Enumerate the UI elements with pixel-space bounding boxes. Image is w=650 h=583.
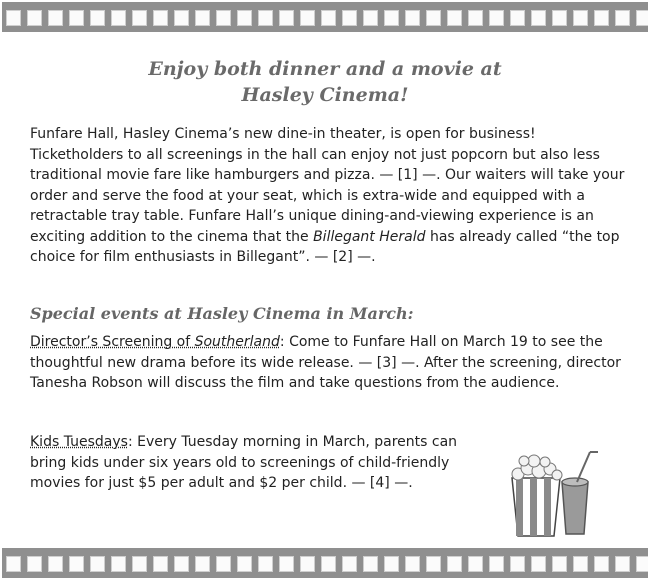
page-title [12,56,638,108]
filmstrip-hole [69,556,84,572]
filmstrip-hole [27,556,42,572]
filmstrip-hole [48,10,63,26]
filmstrip-hole [237,10,252,26]
filmstrip-hole [216,556,231,572]
filmstrip-hole [594,556,609,572]
filmstrip-hole [384,556,399,572]
filmstrip-hole [216,10,231,26]
filmstrip-hole [552,556,567,572]
filmstrip-hole [342,556,357,572]
intro-text-1: Funfare Hall, Hasley Cinema’s new dine-in theater, is open for business! Ticketholders to all screenings in the hall can enjoy not just popcorn but also less traditional movie fare like hamburgers and pizza. — [1] —. Our waiters will take your order and serve the food at your seat, which is extra-wide and equipped with a retractable tray table. Funfare Hall’s unique dining-and-viewing experience is an exciting addition to the cinema that the [30,126,625,245]
event-directors-screening [30,332,630,394]
filmstrip-hole [615,556,630,572]
filmstrip-hole [405,10,420,26]
filmstrip-hole [153,556,168,572]
filmstrip-hole [363,556,378,572]
filmstrip-hole [195,556,210,572]
filmstrip-hole [6,556,21,572]
filmstrip-hole [132,10,147,26]
filmstrip-hole [48,556,63,572]
filmstrip-hole [447,10,462,26]
events-heading: Special events at Hasley Cinema in March: [30,304,414,323]
filmstrip-hole [363,10,378,26]
filmstrip-hole [195,10,210,26]
filmstrip-hole [468,10,483,26]
popcorn-soda-icon [504,438,604,538]
filmstrip-hole [321,556,336,572]
filmstrip-hole [69,10,84,26]
filmstrip-hole [489,556,504,572]
filmstrip-hole [111,556,126,572]
filmstrip-hole [384,10,399,26]
event1-title: Director’s Screening of Southerland [30,334,280,350]
filmstrip-hole [405,556,420,572]
title-line1: Enjoy both dinner and a movie at [148,58,502,80]
filmstrip-hole [531,10,546,26]
filmstrip-hole [237,556,252,572]
film-title: Southerland [194,334,280,350]
filmstrip-hole [510,10,525,26]
filmstrip-hole [468,556,483,572]
title-line2: Hasley Cinema! [241,84,409,106]
filmstrip-hole [174,556,189,572]
filmstrip-bottom [2,548,648,578]
filmstrip-hole [300,556,315,572]
filmstrip-hole [258,556,273,572]
herald-name: Billegant Herald [313,228,426,245]
filmstrip-hole [90,10,105,26]
filmstrip-hole [594,10,609,26]
filmstrip-holes [6,10,644,26]
filmstrip-hole [279,10,294,26]
filmstrip-hole [510,556,525,572]
filmstrip-hole [426,10,441,26]
filmstrip-hole [573,10,588,26]
filmstrip-hole [636,10,648,26]
filmstrip-hole [573,556,588,572]
event2-title: Kids Tuesdays [30,434,128,450]
filmstrip-hole [636,556,648,572]
intro-paragraph [30,124,626,268]
filmstrip-hole [615,10,630,26]
filmstrip-hole [489,10,504,26]
filmstrip-hole [6,10,21,26]
filmstrip-hole [132,556,147,572]
filmstrip-hole [321,10,336,26]
intro-text-2: has already called “the top choice for film enthusiasts in Billegant”. — [2] —. [30,228,620,265]
flyer-content [12,34,638,546]
filmstrip-hole [342,10,357,26]
filmstrip-hole [27,10,42,26]
event2-text: : Every Tuesday morning in March, parents can bring kids under six years old to screenings of child-friendly movies for just $5 per adult and $2 per child. — [4] —. [30,434,458,491]
filmstrip-hole [531,556,546,572]
filmstrip-hole [111,10,126,26]
filmstrip-hole [174,10,189,26]
event-kids-tuesdays [30,432,460,494]
filmstrip-holes [6,556,644,572]
filmstrip-hole [279,556,294,572]
filmstrip-top [2,2,648,32]
filmstrip-hole [300,10,315,26]
filmstrip-hole [552,10,567,26]
filmstrip-hole [153,10,168,26]
filmstrip-hole [258,10,273,26]
filmstrip-hole [90,556,105,572]
filmstrip-hole [426,556,441,572]
event1-text: : Come to Funfare Hall on March 19 to see the thoughtful new drama before its wide release. — [3] —. After the screening, director Tanesha Robson will discuss the film and take questions from the audience. [30,334,621,391]
filmstrip-hole [447,556,462,572]
